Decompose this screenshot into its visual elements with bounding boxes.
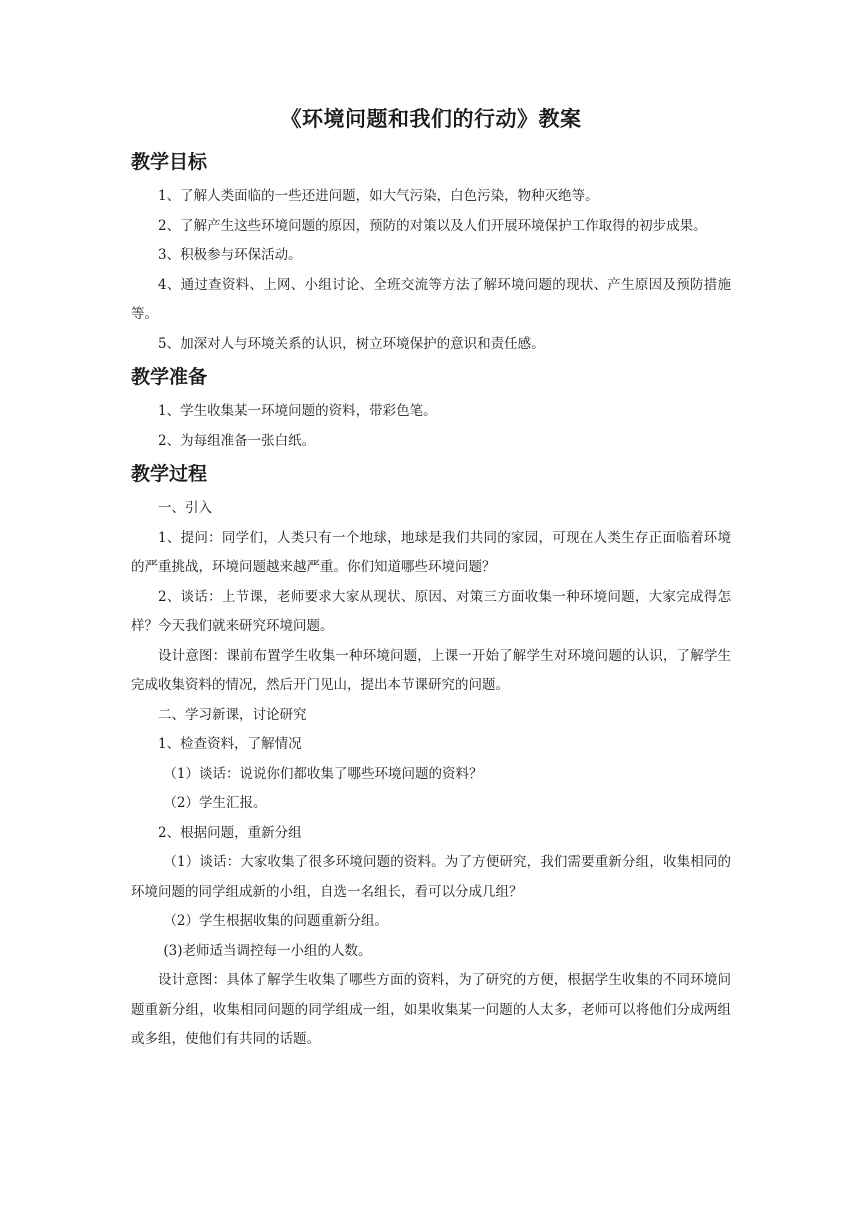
paragraph: 4、通过查资料、上网、小组讨论、全班交流等方法了解环境问题的现状、产生原因及预防措施等。 — [131, 276, 731, 322]
paragraph: 2、谈话：上节课，老师要求大家从现状、原因、对策三方面收集一种环境问题，大家完成得怎样？今天我们就来研究环境问题。 — [131, 588, 731, 634]
paragraph: (3)老师适当调控每一小组的人数。 — [163, 942, 372, 959]
paragraph: 2、了解产生这些环境问题的原因，预防的对策以及人们开展环境保护工作取得的初步成果。 — [158, 217, 707, 234]
paragraph: 二、学习新课，讨论研究 — [158, 706, 307, 723]
section-heading: 教学准备 — [131, 366, 208, 388]
paragraph: 1、了解人类面临的一些还进问题，如大气污染，白色污染，物种灭绝等。 — [158, 188, 599, 204]
paragraph: 1、提问：同学们，人类只有一个地球，地球是我们共同的家园，可现在人类生存正面临着环境的严重挑战，环境问题越来越严重。你们知道哪些环境问题？ — [131, 529, 731, 575]
paragraph: 3、积极参与环保活动。 — [158, 247, 302, 263]
paragraph: 1、检查资料，了解情况 — [158, 736, 302, 752]
section-heading: 教学过程 — [131, 463, 208, 485]
paragraph: 一、引入 — [158, 500, 212, 516]
paragraph: （1）谈话：大家收集了很多环境问题的资料。为了方便研究，我们需要重新分组，收集相同的环境问题的同学组成新的小组，自选一名组长，看可以分成几组？ — [131, 854, 731, 900]
section-teaching-preparation — [131, 363, 731, 456]
paragraph: （2）学生根据收集的问题重新分组。 — [163, 913, 388, 929]
section-heading: 教学目标 — [131, 151, 208, 173]
document-content — [131, 104, 731, 1059]
paragraph: 设计意图：课前布置学生收集一种环境问题，上课一开始了解学生对环境问题的认识，了解学生完成收集资料的情况，然后开门见山，提出本节课研究的问题。 — [131, 647, 731, 693]
paragraph: （2）学生汇报。 — [163, 795, 267, 811]
paragraph: 5、加深对人与环境关系的认识，树立环境保护的意识和责任感。 — [158, 335, 545, 352]
paragraph: 设计意图：具体了解学生收集了哪些方面的资料，为了研究的方便，根据学生收集的不同环境问题重新分组，收集相同问题的同学组成一组，如果收集某一问题的人太多，老师可以将他们分成两组或多组，使他们有共同的话题。 — [131, 972, 731, 1047]
section-teaching-process — [131, 460, 731, 1055]
paragraph: 2、根据问题，重新分组 — [158, 824, 302, 841]
paragraph: 2、为每组准备一张白纸。 — [158, 432, 316, 449]
section-teaching-goals — [131, 148, 731, 359]
paragraph: 1、学生收集某一环境问题的资料，带彩色笔。 — [158, 403, 437, 419]
paragraph: （1）谈话：说说你们都收集了哪些环境问题的资料？ — [163, 765, 483, 782]
document-title: 《环境问题和我们的行动》教案 — [280, 106, 582, 131]
